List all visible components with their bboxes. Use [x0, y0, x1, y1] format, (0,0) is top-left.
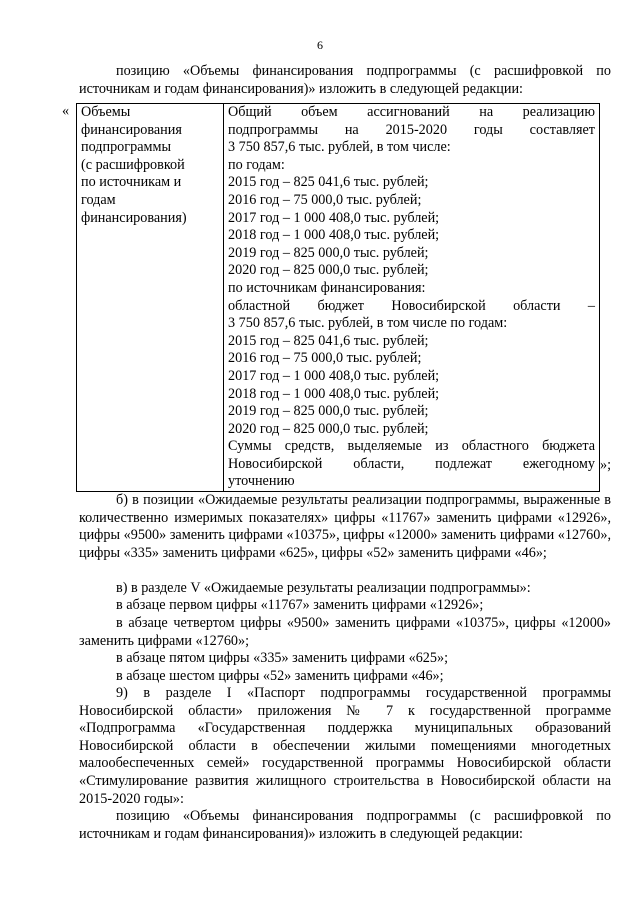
by-sources-label: по источникам финансирования: [228, 279, 426, 296]
year-line: 2019 год – 825 000,0 тыс. рублей; [228, 403, 429, 420]
note-line-3: уточнению [228, 473, 295, 490]
year-line: 2018 год – 1 000 408,0 тыс. рублей; [228, 227, 440, 244]
note-line-1: Суммы средств, выделяемые из областного бюджета [228, 438, 595, 455]
year-line: 2015 год – 825 041,6 тыс. рублей; [228, 332, 429, 349]
year-line: 2015 год – 825 041,6 тыс. рублей; [228, 174, 429, 191]
closing-quote: »; [600, 457, 612, 473]
year-line: 2017 год – 1 000 408,0 тыс. рублей; [228, 367, 440, 384]
year-line: 2019 год – 825 000,0 тыс. рублей; [228, 244, 429, 261]
table-row [77, 104, 600, 492]
opening-quote: « [62, 103, 70, 119]
note-line-2: Новосибирской области, подлежат ежегодному [228, 455, 595, 472]
year-line: 2017 год – 1 000 408,0 тыс. рублей; [228, 209, 440, 226]
year-line: 2020 год – 825 000,0 тыс. рублей; [228, 262, 429, 279]
intro-paragraph: позицию «Объемы финансирования подпрограммы (с расшифровкой по источникам и годам финансирования)» изложить в следующей редакции: [79, 63, 611, 97]
left-line: финансирования) [81, 209, 187, 226]
outro-paragraph: позицию «Объемы финансирования подпрограммы (с расшифровкой по источникам и годам финансирования)» изложить в следующей редакции: [79, 808, 611, 842]
paragraph-abzac-5: в абзаце пятом цифры «335» заменить цифрами «625»; [116, 650, 449, 666]
total-line-1: Общий объем ассигнований на реализацию [228, 104, 595, 120]
year-line: 2020 год – 825 000,0 тыс. рублей; [228, 420, 429, 437]
left-line: по источникам и [81, 174, 182, 191]
regional-budget-line: областной бюджет Новосибирской области – [228, 297, 595, 314]
by-years-label: по годам: [228, 156, 285, 173]
paragraph-v: в) в разделе V «Ожидаемые результаты реализации подпрограммы»: [116, 580, 531, 596]
table-right-cell [224, 104, 600, 492]
paragraph-9: 9) в разделе I «Паспорт подпрограммы государственной программы Новосибирской области» приложения № 7 к государственной программе «Подпрограмма «Государственная поддержка муниципальных образований Новосибирской области в обеспечении жилыми помещениями многодетных малообеспеченных семей» государственной программы Новосибирской области «Стимулирование развития жилищного строительства в Новосибирской области на 2015-2020 годы»: [79, 685, 611, 807]
total-line-2: подпрограммы на 2015-2020 годы составляет [228, 121, 595, 138]
financing-table [76, 103, 600, 492]
paragraph-b: б) в позиции «Ожидаемые результаты реализации подпрограммы, выраженные в количественно измеримых показателях» цифры «11767» заменить цифрами «12926», цифры «9500» заменить цифрами «10375», цифры «12000» заменить цифрами «12760», цифры «335» заменить цифрами «625», цифры «52» заменить цифрами «46»; [79, 492, 611, 561]
paragraph-abzac-4: в абзаце четвертом цифры «9500» заменить цифрами «10375», цифры «12000» заменить цифрами «12760»; [79, 615, 611, 649]
year-line: 2016 год – 75 000,0 тыс. рублей; [228, 191, 422, 208]
table-left-cell [77, 104, 224, 492]
page-number: 6 [317, 38, 323, 52]
paragraph-abzac-6: в абзаце шестом цифры «52» заменить цифрами «46»; [116, 668, 444, 684]
left-line: (с расшифровкой [81, 156, 185, 173]
year-line: 2018 год – 1 000 408,0 тыс. рублей; [228, 385, 440, 402]
left-line: годам [81, 191, 116, 208]
left-line: финансирования [81, 121, 182, 138]
total-line-3: 3 750 857,6 тыс. рублей, в том числе: [228, 139, 451, 156]
left-line: подпрограммы [81, 139, 171, 156]
regional-total-line: 3 750 857,6 тыс. рублей, в том числе по годам: [228, 315, 508, 332]
left-line: Объемы [81, 104, 131, 120]
paragraph-abzac-1: в абзаце первом цифры «11767» заменить цифрами «12926»; [116, 597, 484, 613]
year-line: 2016 год – 75 000,0 тыс. рублей; [228, 350, 422, 367]
